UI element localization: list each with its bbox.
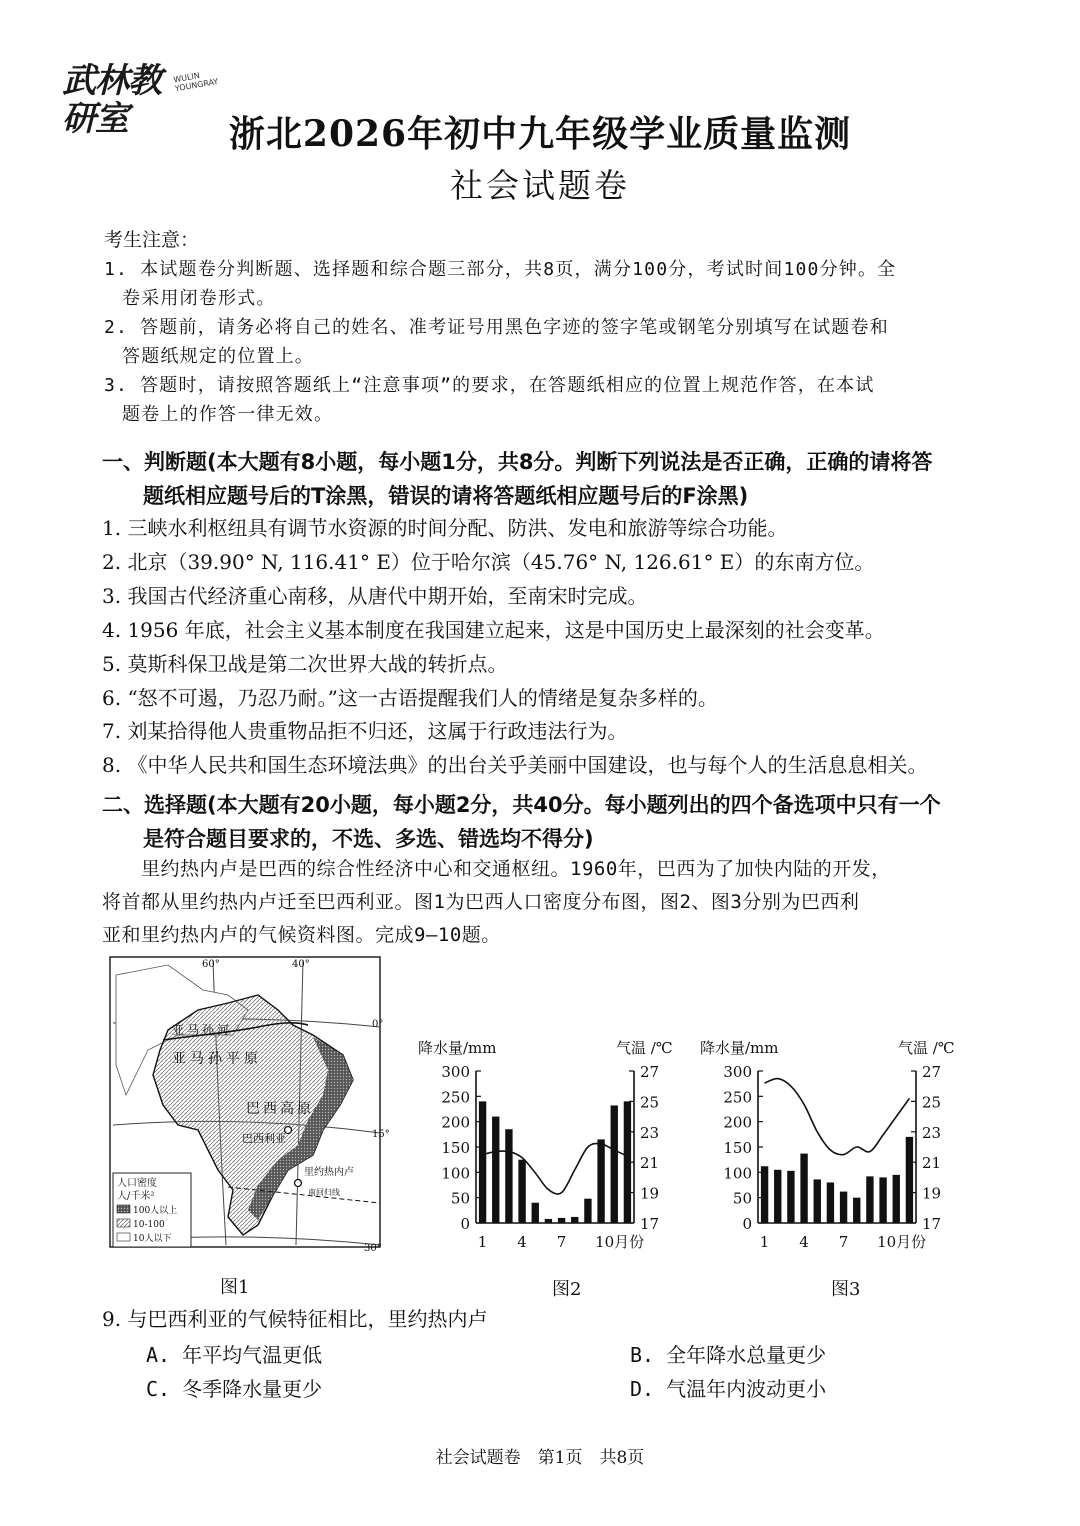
question-3: 3. 我国古代经济重心南移，从唐代中期开始，至南宋时完成。: [102, 584, 648, 608]
lat-label-0: 0°: [372, 1019, 384, 1030]
legend-swatch-high: [117, 1205, 130, 1213]
x-tick-label: 10月份: [595, 1233, 645, 1251]
x-tick-label: 4: [799, 1233, 809, 1251]
notice-line: 1. 本试题卷分判断题、选择题和综合题三部分，共8页，满分100分，考试时间100分钟。全: [104, 259, 897, 280]
rio-label: 里约热内卢: [304, 1167, 354, 1178]
figure-3-caption: 图3: [831, 1279, 861, 1300]
option-a: A. 年平均气温更低: [146, 1343, 323, 1367]
section-line: 二、选择题(本大题有20小题，每小题2分，共40分。每小题列出的四个备选项中只有一个: [102, 793, 941, 817]
lon-label-40: 40°: [292, 959, 310, 970]
left-axis-title: 降水量/mm: [700, 1039, 779, 1057]
left-tick-label: 150: [723, 1139, 752, 1157]
notice-item: [104, 371, 964, 429]
section-line: 题纸相应题号后的T涂黑，错误的请将答题纸相应题号后的F涂黑): [143, 484, 749, 508]
exam-subtitle: 社会试题卷: [450, 166, 630, 205]
legend-item: 10人以下: [133, 1234, 172, 1244]
option-b: B. 全年降水总量更少: [630, 1343, 827, 1367]
precipitation-bar: [479, 1101, 486, 1223]
right-tick-label: 27: [640, 1063, 660, 1081]
right-tick-label: 27: [922, 1063, 942, 1081]
question-8: 8. 《中华人民共和国生态环境法典》的出台关乎美丽中国建设，也与每个人的生活息息相关。: [102, 753, 928, 777]
intro-line: 将首都从里约热内卢迁至巴西利亚。图1为巴西人口密度分布图，图2、图3分别为巴西利: [102, 891, 860, 913]
lat-label-30: 30°: [364, 1243, 382, 1254]
precipitation-bar: [532, 1203, 539, 1223]
x-tick-label: 1: [477, 1233, 488, 1251]
precipitation-bar: [814, 1179, 821, 1223]
precipitation-bar: [571, 1217, 578, 1223]
legend-swatch-low: [117, 1233, 130, 1241]
precipitation-bar: [558, 1218, 565, 1223]
left-tick-label: 250: [723, 1088, 752, 1107]
precipitation-bar: [840, 1192, 847, 1223]
left-tick-label: 50: [450, 1189, 470, 1208]
legend-swatch-mid: [117, 1219, 130, 1227]
left-tick-label: 50: [732, 1189, 752, 1208]
right-axis-title: 气温 /℃: [898, 1039, 955, 1057]
left-tick-label: 0: [460, 1215, 470, 1233]
notice-item: [104, 255, 964, 313]
right-tick-label: 19: [640, 1184, 660, 1203]
precipitation-bar: [906, 1137, 913, 1223]
precipitation-bar: [611, 1105, 618, 1223]
section-2-heading: [102, 788, 982, 856]
question-6: 6. “怒不可遏，乃忍乃耐。”这一古语提醒我们人的情绪是复杂多样的。: [102, 686, 718, 710]
left-tick-label: 300: [441, 1063, 470, 1081]
right-tick-label: 25: [640, 1093, 660, 1112]
intro-line: 亚和里约热内卢的气候资料图。完成9—10题。: [102, 924, 501, 946]
logo-subtext: WULIN YOUNGRAY: [172, 70, 219, 94]
figure-1-caption: 图1: [220, 1277, 250, 1298]
climate-chart-rio: [700, 1035, 976, 1265]
left-tick-label: 0: [742, 1215, 752, 1233]
notice-line: 卷采用闭卷形式。: [122, 288, 276, 309]
precipitation-bar: [597, 1139, 604, 1223]
notice-heading: 考生注意：: [104, 229, 200, 251]
left-tick-label: 100: [723, 1164, 752, 1183]
climate-chart-brasilia: [418, 1035, 694, 1265]
legend-item: 100人以上: [133, 1206, 178, 1216]
option-c: C. 冬季降水量更少: [146, 1377, 323, 1401]
tropic-label: 南回归线: [308, 1188, 340, 1197]
precipitation-bar: [866, 1176, 873, 1223]
left-tick-label: 300: [723, 1063, 752, 1081]
amazon-river-label: 亚马孙河: [172, 1023, 233, 1037]
lon-label-60: 60°: [202, 959, 220, 970]
question-7: 7. 刘某拾得他人贵重物品拒不归还，这属于行政违法行为。: [102, 719, 628, 743]
intro-paragraph: [102, 853, 982, 952]
right-tick-label: 23: [922, 1123, 942, 1142]
lat-label-15: 15°: [372, 1129, 390, 1140]
precipitation-bar: [518, 1160, 525, 1223]
right-tick-label: 19: [922, 1184, 942, 1203]
notice-line: 2. 答题前，请务必将自己的姓名、准考证号用黑色字迹的签字笔或钢笔分别填写在试题卷和: [104, 317, 889, 338]
right-tick-label: 23: [640, 1123, 660, 1142]
right-tick-label: 21: [640, 1154, 660, 1173]
logo-text: 武林教研室: [62, 61, 161, 139]
notice-line: 题卷上的作答一律无效。: [122, 404, 334, 425]
precipitation-bar: [800, 1154, 807, 1223]
left-tick-label: 200: [723, 1113, 752, 1132]
x-tick-label: 1: [759, 1233, 770, 1251]
notice-line: 答题纸规定的位置上。: [122, 346, 314, 367]
precipitation-bar: [827, 1182, 834, 1223]
notice-item: [104, 313, 964, 371]
intro-line: 里约热内卢是巴西的综合性经济中心和交通枢纽。1960年，巴西为了加快内陆的开发，: [102, 858, 891, 880]
precipitation-bar: [893, 1175, 900, 1223]
section-1-heading: [102, 445, 982, 513]
left-axis-title: 降水量/mm: [418, 1039, 497, 1057]
x-tick-label: 7: [556, 1233, 567, 1251]
right-tick-label: 21: [922, 1154, 942, 1173]
brazil-map: [108, 955, 398, 1255]
rio-marker: [295, 1180, 302, 1187]
question-9-stem: 9. 与巴西利亚的气候特征相比，里约热内卢: [102, 1307, 488, 1331]
precipitation-bar: [774, 1170, 781, 1223]
amazon-plain-label: 亚马孙平原: [172, 1051, 262, 1067]
legend-title: 人口密度: [117, 1178, 157, 1189]
temperature-curve: [483, 1144, 628, 1194]
question-4: 4. 1956 年底，社会主义基本制度在我国建立起来，这是中国历史上最深刻的社会变革。: [102, 618, 885, 642]
x-tick-label: 10月份: [877, 1233, 927, 1251]
right-tick-label: 25: [922, 1093, 942, 1112]
left-tick-label: 150: [441, 1139, 470, 1157]
option-d: D. 气温年内波动更小: [630, 1377, 827, 1401]
x-tick-label: 7: [838, 1233, 849, 1251]
right-axis-title: 气温 /℃: [616, 1039, 673, 1057]
precipitation-bar: [853, 1198, 860, 1223]
right-tick-label: 17: [640, 1215, 660, 1233]
legend-unit: 人/千米²: [117, 1191, 155, 1202]
precipitation-bar: [545, 1219, 552, 1223]
question-5: 5. 莫斯科保卫战是第二次世界大战的转折点。: [102, 652, 508, 676]
x-tick-label: 4: [517, 1233, 527, 1251]
exam-title: 浙北2026年初中九年级学业质量监测: [228, 113, 852, 155]
question-1: 1. 三峡水利枢纽具有调节水资源的时间分配、防洪、发电和旅游等综合功能。: [102, 516, 788, 540]
brazil-plateau-label: 巴西高原: [246, 1101, 314, 1117]
figure-2-caption: 图2: [552, 1279, 582, 1300]
right-tick-label: 17: [922, 1215, 942, 1233]
brasilia-label: 巴西利亚: [242, 1132, 286, 1145]
precipitation-bar: [624, 1101, 631, 1223]
question-2: 2. 北京（39.90° N, 116.41° E）位于哈尔滨（45.76° N, 126.61° E）的东南方位。: [102, 550, 875, 574]
precipitation-bar: [787, 1171, 794, 1223]
left-tick-label: 250: [441, 1088, 470, 1107]
left-tick-label: 200: [441, 1113, 470, 1132]
temperature-curve: [765, 1079, 910, 1155]
precipitation-bar: [505, 1129, 512, 1223]
precipitation-bar: [584, 1199, 591, 1223]
section-line: 是符合题目要求的，不选、多选、错选均不得分): [143, 827, 594, 851]
precipitation-bar: [761, 1166, 768, 1223]
legend-item: 10-100: [133, 1220, 165, 1230]
notice-line: 3. 答题时，请按照答题纸上“注意事项”的要求，在答题纸相应的位置上规范作答，在本试: [104, 375, 875, 396]
precipitation-bar: [492, 1117, 499, 1223]
section-line: 一、判断题(本大题有8小题，每小题1分，共8分。判断下列说法是否正确，正确的请将答: [102, 450, 933, 474]
precipitation-bar: [879, 1177, 886, 1223]
left-tick-label: 100: [441, 1164, 470, 1183]
page-footer: 社会试题卷 第1页 共8页: [435, 1448, 645, 1468]
